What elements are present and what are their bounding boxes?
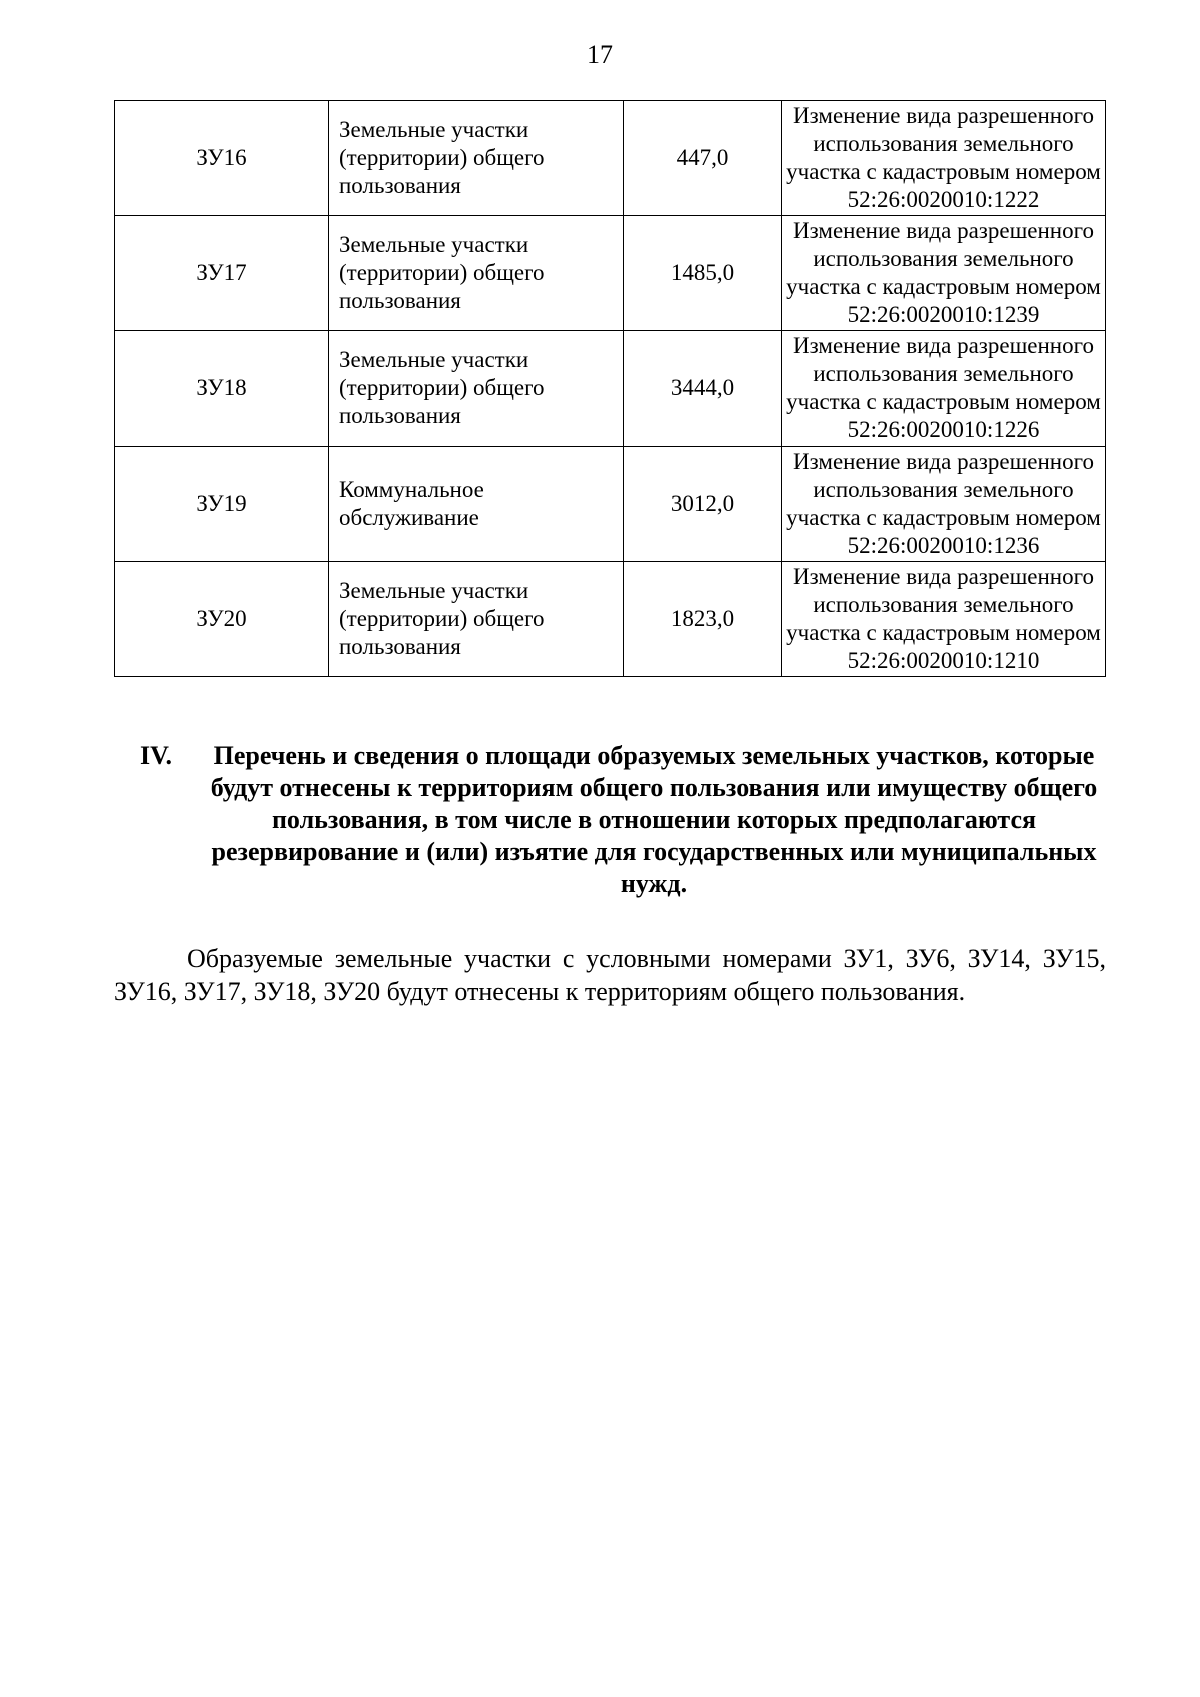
- plot-code: ЗУ20: [115, 561, 329, 676]
- note-line: Изменение вида разрешенного: [793, 333, 1094, 359]
- plot-use: Коммунальное обслуживание: [329, 446, 624, 561]
- page-number: 17: [587, 40, 613, 69]
- plot-code: ЗУ17: [115, 216, 329, 331]
- plot-use: Земельные участки (территории) общего пользования: [329, 561, 624, 676]
- cadastral-number: 52:26:0020010:1226: [847, 417, 1040, 443]
- note-line: Изменение вида разрешенного: [793, 448, 1094, 474]
- note-line: участка с кадастровым номером: [786, 389, 1101, 415]
- plot-use: Земельные участки (территории) общего пользования: [329, 331, 624, 446]
- plot-code: ЗУ19: [115, 446, 329, 561]
- note-line: использования земельного: [813, 476, 1074, 502]
- table-row: [115, 216, 1106, 331]
- note-line: использования земельного: [813, 246, 1074, 272]
- note-line: участка с кадастровым номером: [786, 504, 1101, 530]
- cadastral-number: 52:26:0020010:1222: [847, 187, 1040, 213]
- plot-code: ЗУ16: [115, 101, 329, 216]
- land-plots-table: [114, 100, 1106, 677]
- plot-note: [782, 561, 1106, 676]
- plot-note: [782, 101, 1106, 216]
- cadastral-number: 52:26:0020010:1210: [847, 647, 1040, 673]
- table-row: [115, 331, 1106, 446]
- note-line: участка с кадастровым номером: [786, 619, 1101, 645]
- body-paragraph: Образуемые земельные участки с условными номерами ЗУ1, ЗУ6, ЗУ14, ЗУ15, ЗУ16, ЗУ17, ЗУ18, ЗУ20 будут отнесены к территориям общего пользования.: [114, 944, 1106, 1006]
- plot-use: Земельные участки (территории) общего пользования: [329, 216, 624, 331]
- plot-note: [782, 216, 1106, 331]
- plot-code: ЗУ18: [115, 331, 329, 446]
- note-line: использования земельного: [813, 131, 1074, 157]
- section-title: Перечень и сведения о площади образуемых земельных участков, которые будут отнесены к территориям общего пользования или имуществу общего пользования, в том числе в отношении которых предполагаются резервирование и (или) изъятие для государственных или муниципальных нужд.: [210, 741, 1098, 898]
- plot-area: 1823,0: [624, 561, 782, 676]
- table-row: [115, 101, 1106, 216]
- plot-area: 1485,0: [624, 216, 782, 331]
- note-line: Изменение вида разрешенного: [793, 563, 1094, 589]
- note-line: использования земельного: [813, 591, 1074, 617]
- note-line: участка с кадастровым номером: [786, 159, 1101, 185]
- note-line: участка с кадастровым номером: [786, 274, 1101, 300]
- plot-area: 447,0: [624, 101, 782, 216]
- note-line: Изменение вида разрешенного: [793, 218, 1094, 244]
- table-row: [115, 561, 1106, 676]
- table-row: [115, 446, 1106, 561]
- plot-area: 3012,0: [624, 446, 782, 561]
- note-line: использования земельного: [813, 361, 1074, 387]
- note-line: Изменение вида разрешенного: [793, 103, 1094, 129]
- plot-note: [782, 331, 1106, 446]
- plot-note: [782, 446, 1106, 561]
- cadastral-number: 52:26:0020010:1236: [847, 532, 1040, 558]
- plot-area: 3444,0: [624, 331, 782, 446]
- cadastral-number: 52:26:0020010:1239: [847, 302, 1040, 328]
- section-number: IV.: [140, 741, 173, 770]
- plot-use: Земельные участки (территории) общего пользования: [329, 101, 624, 216]
